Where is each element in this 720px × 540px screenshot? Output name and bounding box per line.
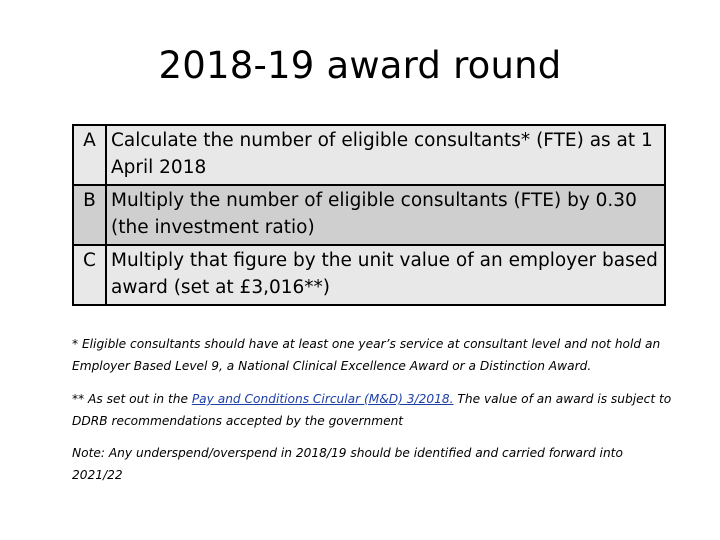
footnote-prefix: ** As set out in the [72,392,192,406]
step-text: Calculate the number of eligible consultants* (FTE) as at 1 April 2018 [106,125,665,185]
footnote-circular [72,388,672,432]
step-letter: A [73,125,106,185]
step-letter: C [73,245,106,305]
step-letter: B [73,185,106,245]
step-text: Multiply the number of eligible consultants (FTE) by 0.30 (the investment ratio) [106,185,665,245]
steps-table [72,124,666,306]
circular-link[interactable]: Pay and Conditions Circular (M&D) 3/2018. [191,392,454,406]
page-title: 2018-19 award round [158,44,562,87]
footnote-underspend: Note: Any underspend/overspend in 2018/19 should be identified and carried forward into 2021/22 [72,446,623,482]
step-row-b [73,185,665,245]
step-row-a [73,125,665,185]
footnote-suffix: The value of an award is subject to DDRB recommendations accepted by the government [72,392,672,428]
step-text: Multiply that figure by the unit value of an employer based award (set at £3,016**) [106,245,665,305]
step-row-c [73,245,665,305]
footnote-eligibility: * Eligible consultants should have at least one year’s service at consultant level and not hold an Employer Based Level 9, a National Clinical Excellence Award or a Distinction Award. [72,337,661,373]
